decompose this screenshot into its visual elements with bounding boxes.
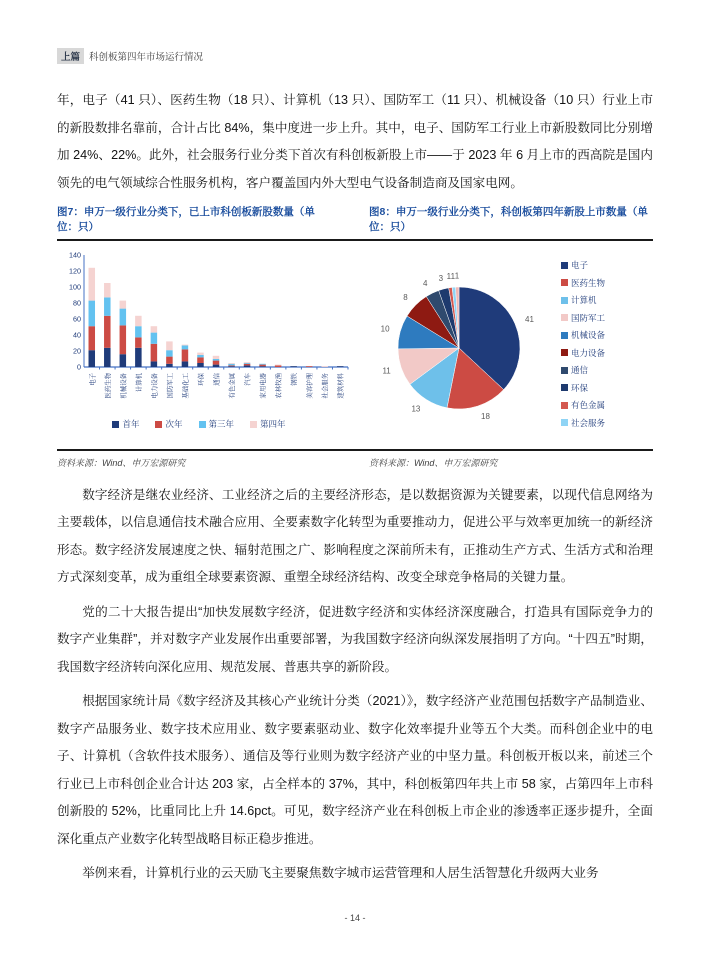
bar-segment [213,356,220,359]
header-section-title: 科创板第四年市场运行情况 [89,52,204,63]
bar-stack [290,366,297,367]
page-number: - 14 - [344,913,366,923]
legend-label: 首年 [122,419,140,429]
pie-legend-item [561,312,605,324]
bar-segment [135,326,142,337]
bar-segment [135,337,142,347]
charts-row [57,249,653,445]
bar-stack [182,345,189,367]
bar-segment [166,364,173,367]
legend-swatch [561,384,568,391]
pie-legend-item [561,417,605,429]
bar-segment [259,366,266,367]
bar-stack [89,268,96,367]
legend-label: 次年 [165,419,183,429]
bar-segment [275,365,282,366]
bar-segment [197,357,204,363]
legend-swatch [199,421,206,428]
legend-swatch [112,421,119,428]
bar-stack [197,353,204,367]
bar-segment [120,301,127,309]
bar-stack [228,363,235,367]
legend-label: 有色金属 [571,400,606,411]
y-axis-tick-label: 20 [73,346,81,356]
pie-data-label: 4 [423,278,428,288]
legend-label: 计算机 [571,295,597,306]
bar-segment [213,361,220,365]
pie-data-label: 41 [525,314,534,324]
bar-stack [244,362,251,367]
bar-segment [228,365,235,366]
header-section-tag: 上篇 [57,48,84,64]
x-axis-category-label: 电力设备 [151,373,159,399]
figure8-title: 图8：申万一级行业分类下，科创板第四年新股上市数量（单位：只） [369,206,648,233]
pie-data-label: 3 [438,273,444,283]
x-axis-category-label: 国防军工 [166,373,174,399]
bar-segment [228,364,235,366]
bar-segment [244,362,251,363]
x-axis-category-label: 钢铁 [291,373,299,386]
bar-segment [104,283,111,297]
x-axis-category-label: 环保 [197,373,205,386]
figure7-title: 图7：申万一级行业分类下，已上市科创板新股数量（单位：只） [57,206,315,233]
bar-stack [120,301,127,367]
bar-stack [135,316,142,367]
bar-segment [259,365,266,367]
bar-segment [275,365,282,367]
figure7-source: 资料来源：Wind、申万宏源研究 [57,457,186,468]
pie-chart-area [355,249,653,439]
bar-stack [306,366,313,367]
legend-swatch [155,421,162,428]
bar-segment [120,354,127,367]
bar-segment [182,345,189,349]
pie-data-label: 1 [450,271,456,281]
legend-label: 第四年 [260,419,286,429]
legend-label: 通信 [571,365,589,376]
pie-data-label: 1 [446,272,452,282]
bar-segment [197,353,204,355]
bar-segment [89,268,96,301]
legend-label: 国防军工 [571,312,606,323]
bar-legend-item [250,418,286,430]
body-paragraph-2: 数字经济是继农业经济、工业经济之后的主要经济形态，是以数据资源为关键要素，以现代信息网络为主要载体，以信息通信技术融合应用、全要素数字化转型为重要推动力，促进公平与效率更加统一的新经济形态。数字经济发展速度之快、辐射范围之广、影响程度之深前所未有，正推动生产方式、生活方式和治理方式深刻变革，成为重组全球要素资源、重塑全球经济结构、改变全球竞争格局的关键力量。 [57,487,653,584]
legend-swatch [561,262,568,269]
pie-data-label: 10 [380,324,390,334]
bar-stack [259,364,266,367]
pie-data-label: 11 [382,366,391,376]
bar-segment [244,363,251,364]
pie-legend-item [561,329,605,341]
bar-segment [89,350,96,367]
x-axis-category-label: 机械设备 [120,373,128,399]
pie-data-label: 8 [403,292,408,302]
legend-label: 电力设备 [571,347,606,358]
bar-stack [213,356,220,367]
figure-bottom-rule [57,449,653,451]
figure-titles-row [57,205,653,235]
bar-segment [89,326,96,350]
pie-legend-item [561,347,605,359]
bar-segment [104,316,111,348]
x-axis-category-label: 建筑材料 [337,373,345,399]
bar-segment [182,349,189,361]
bar-segment [228,363,235,364]
pie-data-label: 18 [481,412,490,422]
page-header [57,48,653,64]
bar-stack [104,283,111,367]
bar-segment [290,366,297,367]
x-axis-category-label: 美容护理 [306,373,314,399]
bar-segment [151,344,158,362]
bar-segment [89,301,96,327]
pie-legend-item [561,399,605,411]
pie-data-label: 1 [454,271,460,281]
body-paragraph-5: 举例来看，计算机行业的云天励飞主要聚焦数字城市运营管理和人居生活智慧化升级两大业务 [82,866,599,880]
x-axis-category-label: 计算机 [135,373,143,393]
x-axis-category-label: 汽车 [244,373,252,386]
legend-label: 社会服务 [571,417,606,428]
pie-legend-item [561,364,605,376]
bar-segment [321,366,328,367]
x-axis-category-label: 通信 [213,373,221,386]
bar-segment [213,359,220,361]
bar-segment [213,365,220,367]
legend-swatch [561,349,568,356]
legend-swatch [561,297,568,304]
x-axis-category-label: 农林牧渔 [275,373,283,399]
legend-swatch [561,314,568,321]
bar-segment [166,350,173,356]
bar-segment [120,325,127,354]
bar-stack [321,366,328,367]
bar-segment [182,345,189,346]
legend-swatch [561,279,568,286]
bar-chart-legend [57,418,341,430]
bar-segment [197,355,204,357]
legend-swatch [250,421,257,428]
bar-segment [104,297,111,315]
y-axis-tick-label: 60 [73,314,81,324]
x-axis-category-label: 社会服务 [322,373,330,399]
bar-stack [166,341,173,367]
bar-stack [151,326,158,367]
bar-segment [244,365,251,367]
bar-segment [166,357,173,364]
y-axis-tick-label: 100 [69,282,81,292]
pie-chart-legend [561,259,605,429]
legend-label: 医药生物 [571,277,606,288]
pie-chart-svg [361,249,559,439]
legend-label: 环保 [571,382,589,393]
legend-swatch [561,419,568,426]
bar-segment [104,348,111,367]
bar-chart-area [57,249,355,430]
bar-segment [259,364,266,365]
figure-top-rule [57,239,653,241]
legend-label: 第三年 [208,419,235,429]
bar-legend-item [199,418,235,430]
body-paragraph-3: 党的二十大报告提出“加快发展数字经济，促进数字经济和实体经济深度融合，打造具有国际竞争力的数字产业集群”，并对数字产业发展作出重要部署，为我国数字经济向纵深发展指明了方向。“十四五”时期，我国数字经济转向深化应用、规范发展、普惠共享的新阶段。 [57,604,653,674]
bar-segment [120,309,127,326]
bar-legend-item [112,418,139,430]
x-axis-category-label: 电子 [89,373,97,386]
x-axis-category-label: 医药生物 [104,373,112,399]
legend-label: 电子 [571,260,589,271]
bar-stack [337,366,344,367]
bar-segment [135,316,142,326]
bar-segment [151,333,158,344]
pie-data-label: 13 [411,404,421,414]
sources-row [57,456,653,469]
bar-segment [337,366,344,367]
x-axis-category-label: 家用电器 [260,373,268,399]
x-axis-category-label: 基础化工 [182,373,190,399]
legend-swatch [561,332,568,339]
figure8-source: 资料来源：Wind、申万宏源研究 [369,457,498,468]
body-paragraph-1: 年，电子（41 只）、医药生物（18 只）、计算机（13 只）、国防军工（11 只）、机械设备（10 只）行业上市的新股数排名靠前，合计占比 84%，集中度进一步上升。其中，电子、国防军工行业上市新股数同比分别增加 24%、22%。此外，社会服务行业分类下首次有科创板新股上市——于 2023 年 6 月上市的西高院是国内领先的电气领域综合性服务机构，客户覆盖国内外大型电气设备制造商及国家电网。 [57,93,653,190]
bar-chart-svg [57,249,355,411]
bar-segment [306,366,313,367]
legend-swatch [561,402,568,409]
bar-segment [151,361,158,367]
x-axis-category-label: 有色金属 [229,373,237,399]
bar-segment [228,366,235,367]
bar-stack [275,365,282,367]
y-axis-tick-label: 140 [69,250,81,260]
pie-legend-item [561,294,605,306]
bar-segment [197,363,204,367]
legend-label: 机械设备 [571,330,606,341]
bar-segment [166,341,173,350]
pie-legend-item [561,259,605,271]
bar-segment [244,364,251,366]
body-paragraph-4: 根据国家统计局《数字经济及其核心产业统计分类（2021）》，数字经济产业范围包括数字产品制造业、数字产品服务业、数字技术应用业、数字要素驱动业、数字化效率提升业等五个大类。而科创企业中的电子、计算机（含软件技术服务）、通信及等行业则为数字经济产业的中坚力量。科创板开板以来，前述三个行业已上市科创企业合计达 203 家，占全样本的 37%，其中，科创板第四年共上市 58 家，占第四年上市科创新股的 52%，比重同比上升 14.6pct。可见，数字经济产业在科创板上市企业的渗透率正逐步提升，全面深化重点产业数字化转型战略目标正稳步推进。 [57,694,653,846]
bar-segment [135,348,142,367]
y-axis-tick-label: 0 [77,362,81,372]
pie-legend-item [561,382,605,394]
pie-legend-item [561,277,605,289]
bar-legend-item [155,418,182,430]
bar-segment [182,361,189,367]
y-axis-tick-label: 80 [73,298,81,308]
y-axis-tick-label: 120 [69,266,81,276]
bar-segment [151,326,158,332]
figure-block [57,205,653,469]
legend-swatch [561,367,568,374]
y-axis-tick-label: 40 [73,330,81,340]
